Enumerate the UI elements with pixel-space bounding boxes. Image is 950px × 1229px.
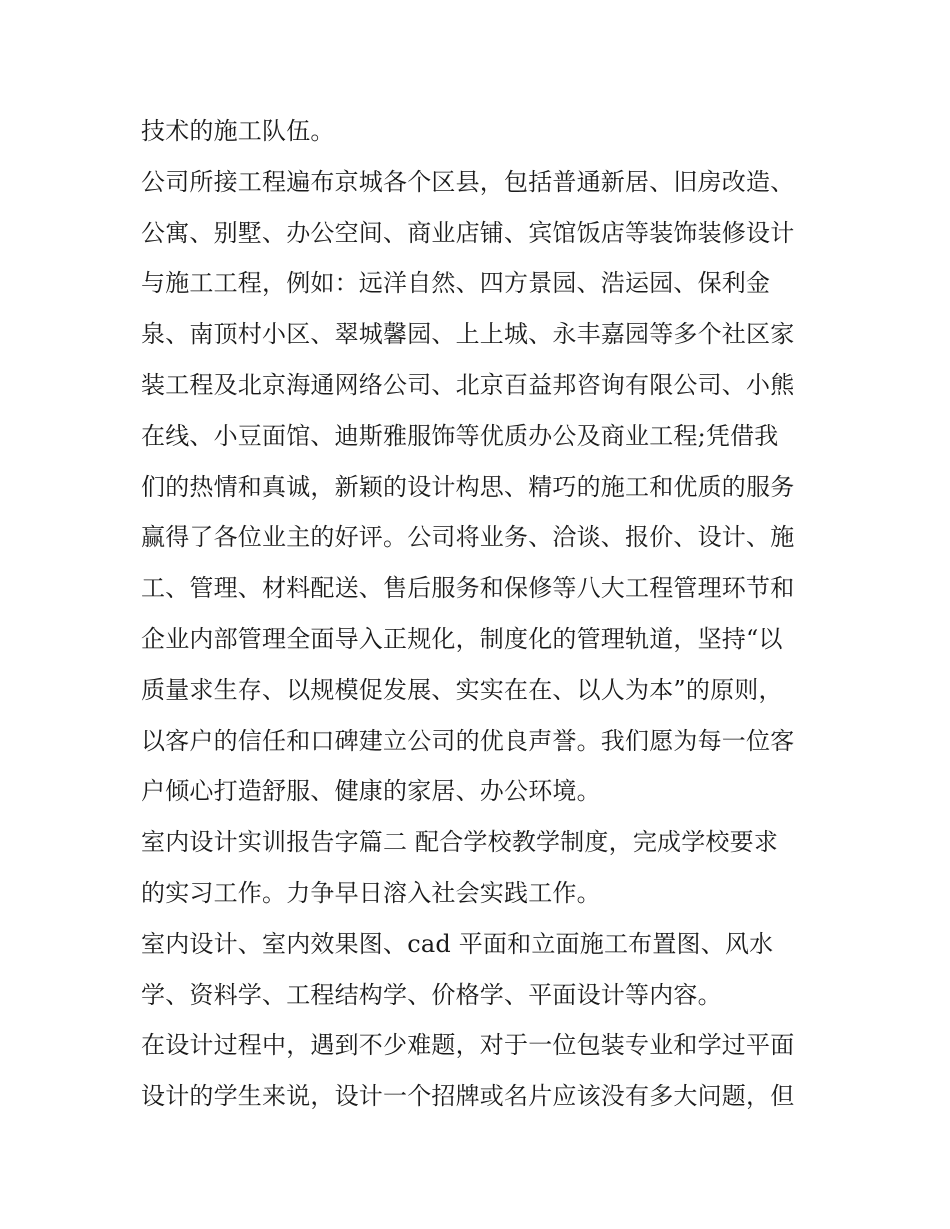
text-line: 技术的施工队伍。 bbox=[141, 117, 335, 145]
text-line: 质量求生存、以规模促发展、实实在在、以人为本”的原则， bbox=[141, 675, 783, 704]
text-line: 企业内部管理全面导入正规化，制度化的管理轨道，坚持“以 bbox=[141, 624, 783, 653]
text-line: 的实习工作。力争早日溶入社会实践工作。 bbox=[141, 878, 601, 907]
text-line: 公司所接工程遍布京城各个区县，包括普通新居、旧房改造、 bbox=[141, 167, 795, 196]
text-line: 学、资料学、工程结构学、价格学、平面设计等内容。 bbox=[141, 980, 722, 1009]
text-line: 设计的学生来说，设计一个招牌或名片应该没有多大问题，但 bbox=[141, 1082, 795, 1111]
document-body bbox=[141, 106, 821, 1122]
text-line: 室内设计实训报告字篇二 配合学校教学制度，完成学校要求 bbox=[141, 828, 779, 857]
text-line: 以客户的信任和口碑建立公司的优良声誉。我们愿为每一位客 bbox=[141, 726, 795, 755]
text-line: 工、管理、材料配送、售后服务和保修等八大工程管理环节和 bbox=[141, 574, 795, 603]
text-line: 公寓、别墅、办公空间、商业店铺、宾馆饭店等装饰装修设计 bbox=[141, 218, 795, 247]
text-line: 在线、小豆面馆、迪斯雅服饰等优质办公及商业工程;凭借我 bbox=[141, 421, 779, 450]
text-line: 在设计过程中，遇到不少难题，对于一位包装专业和学过平面 bbox=[141, 1031, 795, 1060]
text-line: 泉、南顶村小区、翠城馨园、上上城、永丰嘉园等多个社区家 bbox=[141, 320, 795, 349]
text-line: 与施工工程，例如：远洋自然、四方景园、浩运园、保利金 bbox=[141, 269, 771, 298]
text-line: 户倾心打造舒服、健康的家居、办公环境。 bbox=[141, 777, 601, 806]
text-line: 室内设计、室内效果图、cad 平面和立面施工布置图、风水 bbox=[141, 929, 774, 958]
text-line: 赢得了各位业主的好评。公司将业务、洽谈、报价、设计、施 bbox=[141, 523, 795, 552]
text-line: 装工程及北京海通网络公司、北京百益邦咨询有限公司、小熊 bbox=[141, 370, 795, 399]
text-line: 们的热情和真诚，新颖的设计构思、精巧的施工和优质的服务 bbox=[141, 472, 795, 501]
